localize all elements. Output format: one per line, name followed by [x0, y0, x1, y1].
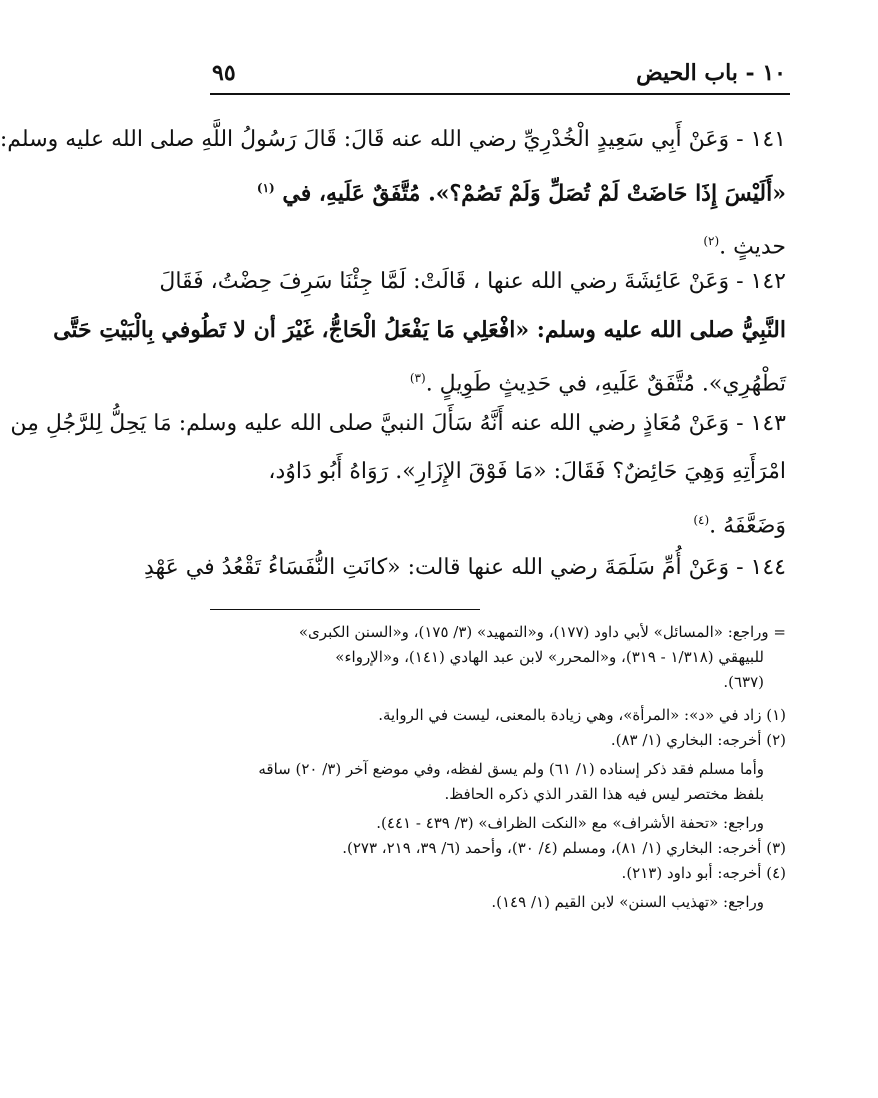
hadith-line: ١٤٤ - وَعَنْ أُمِّ سَلَمَةَ رضي الله عنها قالت: «كانَتِ النُّفَسَاءُ تَقْعُدُ في عَهْدِ [143, 555, 786, 580]
hadith-line [210, 496, 786, 550]
footnote-line: للبيهقي (١/٣١٨ - ٣١٩)، و«المحرر» لابن عبد الهادي (١٤١)، و«الإرواء» [335, 648, 764, 666]
chapter-title: ١٠ - باب الحيض [636, 60, 786, 86]
hadith-line: النَّبِيُّ صلى الله عليه وسلم: «افْعَلِي مَا يَفْعَلُ الْحَاجُّ، غَيْرَ أن لا تَطُوفي بِالْبَيْتِ حَتَّى [53, 317, 786, 343]
footnote-mark: (٢) [703, 234, 720, 249]
hadith-line: ١٤٢ - وَعَنْ عَائِشَةَ رضي الله عنها ، قَالَتْ: لَمَّا جِئْنَا سَرِفَ حِضْتُ، فَقَالَ [159, 269, 786, 294]
footnote-line: = وراجع: «المسائل» لأبي داود (١٧٧)، و«التمهيد» (٣/ ١٧٥)، و«السنن الكبرى» [298, 623, 786, 641]
hadith-line-text: «أَلَيْسَ إِذَا حَاضَتْ لَمْ تُصَلِّ وَلَمْ تَصُمْ؟». مُتَّفَقٌ عَلَيهِ، في [282, 180, 786, 207]
footnote-item: (١) زاد في «د»: «المرأة»، وهي زيادة بالمعنى، ليست في الرواية. [378, 706, 786, 724]
hadith-144 [143, 544, 786, 592]
hadith-line: امْرَأَتِهِ وَهِيَ حَائِضٌ؟ فَقَالَ: «مَا فَوْقَ الإِزَارِ». رَوَاهُ أَبُو دَاوُد، [268, 459, 786, 484]
footnote-mark: (٤) [693, 513, 710, 527]
footnote-line: وراجع: «تهذيب السنن» لابن القيم (١/ ١٤٩). [491, 893, 764, 911]
footnote-line: وراجع: «تحفة الأشراف» مع «النكت الظراف» (٣/ ٤٣٩ - ٤٤١). [376, 814, 764, 832]
footnote-mark: (١) [256, 181, 275, 195]
hadith-line: ١٤١ - وَعَنْ أَبِي سَعِيدٍ الْخُدْرِيِّ رضي الله عنه قَالَ: قَالَ رَسُولُ اللَّهِ صلى الله عليه وسلم: [0, 127, 786, 152]
footnote-rule [210, 609, 480, 610]
footnote-line: بلفظ مختصر ليس فيه هذا القدر الذي ذكره الحافظ. [444, 785, 764, 803]
hadith-line: ١٤٣ - وَعَنْ مُعَاذٍ رضي الله عنه أَنَّهُ سَأَلَ النبيَّ صلى الله عليه وسلم: مَا يَحِلُّ لِلرَّجُلِ مِن [10, 411, 786, 436]
footnotes [210, 620, 786, 915]
page-number: ٩٥ [212, 60, 236, 86]
hadith-line-text: تَطْهُرِي». مُتَّفَقٌ عَلَيهِ، في حَدِيثٍ طَوِيلٍ . [425, 371, 786, 397]
hadith-143 [10, 400, 786, 550]
footnote-item: (٣) أخرجه: البخاري (١/ ٨١)، ومسلم (٤/ ٣٠)، وأحمد (٦/ ٣٩، ٢١٩، ٢٧٣). [342, 839, 786, 857]
hadith-line-text: وَضَعَّفَهُ . [709, 513, 786, 539]
footnote-mark: (٣) [409, 371, 426, 385]
hadith-142 [53, 258, 786, 408]
hadith-line-text: حديثٍ . [719, 234, 786, 260]
hadith-141 [0, 116, 786, 272]
footnote-line: وأما مسلم فقد ذكر إسناده (١/ ٦١) ولم يسق لفظه، وفي موضع آخر (٣/ ٢٠) ساقه [258, 760, 764, 778]
footnote-item: (٢) أخرجه: البخاري (١/ ٨٣). [610, 731, 786, 749]
header-rule [210, 93, 790, 95]
footnote-line: (٦٣٧). [723, 673, 764, 691]
footnote-item: (٤) أخرجه: أبو داود (٢١٣). [621, 864, 786, 882]
hadith-line [210, 164, 786, 217]
